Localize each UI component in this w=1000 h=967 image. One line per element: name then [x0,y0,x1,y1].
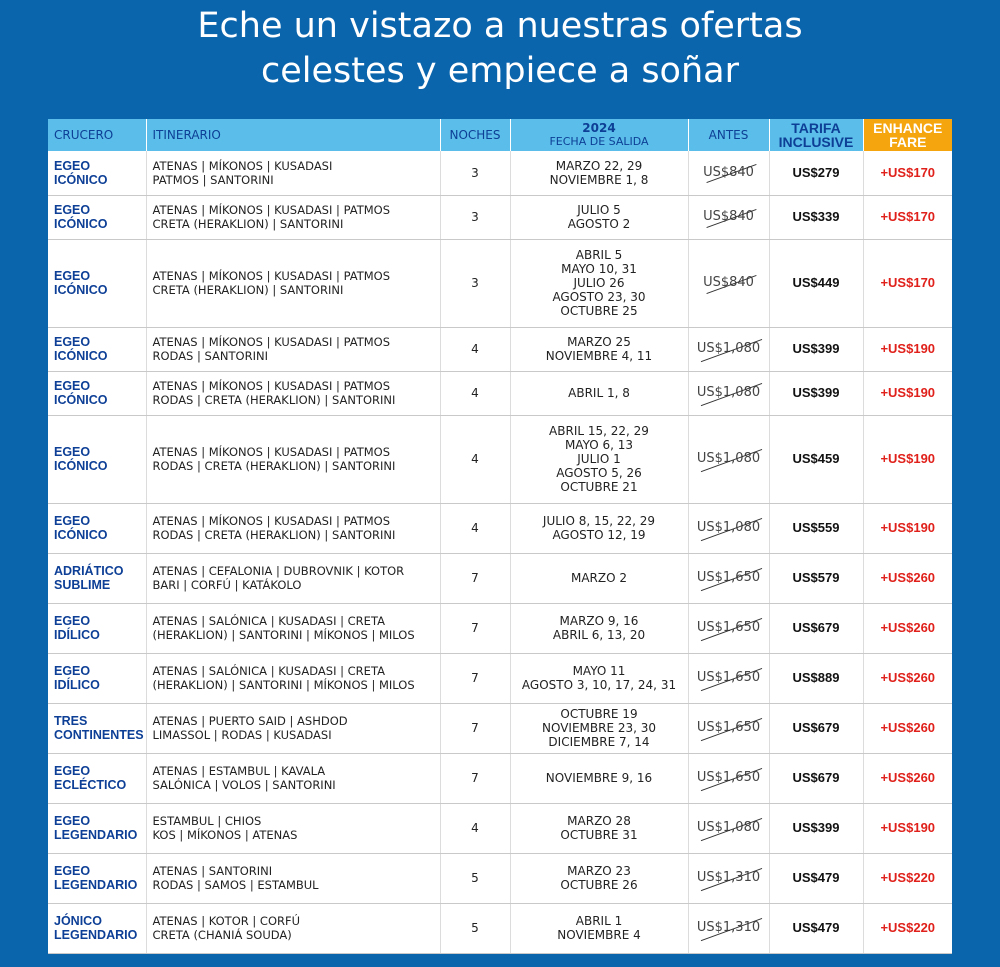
title-line-1: Eche un vistazo a nuestras ofertas [197,6,803,46]
cruise-name [48,853,146,903]
itinerary-line: ATENAS | PUERTO SAID | ASHDOD [152,714,348,728]
itinerary-line: RODAS | SANTORINI [152,349,268,363]
previous-price [688,239,769,327]
cruise-name [48,753,146,803]
departure-dates [510,195,688,239]
departure-date: ABRIL 1 [575,914,623,928]
header-fecha-label: FECHA DE SALIDA [549,135,649,148]
cruise-name-line: EGEO [54,379,91,393]
departure-date: JULIO 8, 15, 22, 29 [542,514,656,528]
cruise-name-line: SUBLIME [54,578,111,592]
departure-dates [510,903,688,953]
departure-date: MARZO 22, 29 [555,158,643,173]
itinerary-line: PATMOS | SANTORINI [152,172,274,187]
cruise-name-line: EGEO [54,614,91,628]
cruise-name [48,415,146,503]
departure-date: NOVIEMBRE 9, 16 [545,771,653,785]
departure-dates [510,603,688,653]
previous-price-value: US$840 [703,164,754,180]
itinerary-line: RODAS | SAMOS | ESTAMBUL [152,878,319,892]
previous-price [688,195,769,239]
departure-date: MARZO 9, 16 [559,614,639,628]
departure-date: OCTUBRE 26 [560,878,638,892]
inclusive-fare: US$399 [769,371,863,415]
inclusive-fare: US$399 [769,803,863,853]
itinerary-line: ATENAS | ESTAMBUL | KAVALA [152,764,326,778]
cruise-name-line: ICÓNICO [54,459,108,473]
departure-date: AGOSTO 5, 26 [556,466,642,480]
itinerary-line: ATENAS | MÍKONOS | KUSADASI [152,158,333,173]
previous-price-value: US$840 [703,209,754,224]
departure-dates [510,371,688,415]
cruise-name [48,327,146,371]
enhance-fare: +US$190 [863,371,952,415]
departure-date: NOVIEMBRE 23, 30 [541,721,657,735]
departure-dates [510,803,688,853]
enhance-fare: +US$260 [863,553,952,603]
table-row [48,503,952,553]
inclusive-fare: US$559 [769,503,863,553]
itinerary-line: ESTAMBUL | CHIOS [152,814,262,828]
itinerary [146,803,440,853]
departure-date: ABRIL 15, 22, 29 [549,424,649,438]
cruise-name-line: ICÓNICO [54,283,108,297]
enhance-fare: +US$260 [863,753,952,803]
header-year: 2024 [582,121,616,135]
inclusive-fare: US$279 [769,151,863,195]
previous-price-value: US$1,080 [696,451,761,466]
cruise-name-line: ICÓNICO [54,217,108,231]
header-enhance-line-1: ENHANCE [873,120,943,136]
itinerary [146,415,440,503]
itinerary [146,903,440,953]
inclusive-fare: US$449 [769,239,863,327]
nights: 7 [440,603,510,653]
departure-date: AGOSTO 3, 10, 17, 24, 31 [521,678,677,692]
departure-date: NOVIEMBRE 1, 8 [549,172,649,187]
cruise-name-line: EGEO [54,445,91,459]
departure-dates [510,753,688,803]
departure-date: MARZO 25 [567,335,631,349]
table-row [48,239,952,327]
itinerary [146,603,440,653]
departure-date: AGOSTO 12, 19 [552,528,646,542]
cruise-name [48,703,146,753]
departure-date: ABRIL 6, 13, 20 [552,628,646,642]
previous-price-value: US$1,650 [696,720,761,735]
cruise-name-line: TRES [54,714,88,728]
itinerary [146,703,440,753]
cruise-name-line: LEGENDARIO [54,878,138,892]
itinerary-line: ATENAS | KOTOR | CORFÚ [152,914,301,928]
itinerary-line: SALÓNICA | VOLOS | SANTORINI [152,778,336,792]
enhance-fare: +US$260 [863,603,952,653]
table-row [48,195,952,239]
previous-price [688,371,769,415]
previous-price-value: US$1,650 [696,670,761,685]
nights: 3 [440,239,510,327]
previous-price [688,503,769,553]
cruise-name [48,239,146,327]
itinerary-line: ATENAS | CEFALONIA | DUBROVNIK | KOTOR [152,564,405,578]
itinerary-line: ATENAS | SANTORINI [152,864,273,878]
previous-price-value: US$1,310 [696,920,761,935]
previous-price-value: US$1,650 [696,620,761,635]
departure-date: MARZO 2 [570,571,627,585]
previous-price-value: US$840 [703,275,754,290]
cruise-name-line: EGEO [54,864,91,878]
itinerary-line: ATENAS | MÍKONOS | KUSADASI | PATMOS [152,379,391,393]
inclusive-fare: US$479 [769,903,863,953]
nights: 4 [440,803,510,853]
nights: 4 [440,327,510,371]
itinerary [146,327,440,371]
cruise-name-line: EGEO [54,814,91,828]
previous-price-value: US$1,080 [696,385,761,400]
departure-date: AGOSTO 23, 30 [552,290,646,304]
nights: 4 [440,415,510,503]
departure-dates [510,503,688,553]
departure-date: MAYO 11 [572,664,626,678]
cruise-name-line: EGEO [54,203,91,217]
previous-price-value: US$1,650 [696,770,761,785]
cruise-name [48,653,146,703]
previous-price [688,415,769,503]
inclusive-fare: US$679 [769,703,863,753]
cruise-name-line: ECLÉCTICO [54,778,127,792]
cruise-name-line: EGEO [54,764,91,778]
previous-price [688,753,769,803]
previous-price-value: US$1,650 [696,570,761,585]
cruise-name [48,151,146,195]
itinerary [146,239,440,327]
itinerary-line: ATENAS | SALÓNICA | KUSADASI | CRETA [152,664,385,678]
enhance-fare: +US$190 [863,327,952,371]
enhance-fare: +US$190 [863,415,952,503]
itinerary-line: ATENAS | MÍKONOS | KUSADASI | PATMOS [152,514,391,528]
itinerary-line: ATENAS | MÍKONOS | KUSADASI | PATMOS [152,445,391,459]
departure-date: MARZO 28 [567,814,631,828]
departure-date: JULIO 26 [573,276,625,290]
nights: 3 [440,195,510,239]
cruise-name-line: EGEO [54,514,91,528]
table-row [48,327,952,371]
table-row [48,603,952,653]
departure-date: ABRIL 5 [575,248,623,262]
inclusive-fare: US$889 [769,653,863,703]
enhance-fare: +US$220 [863,903,952,953]
header-enhance [863,119,952,151]
inclusive-fare: US$579 [769,553,863,603]
itinerary-line: CRETA (CHANIÁ SOUDA) [152,928,292,942]
page-title [0,4,1000,94]
title-line-2: celestes y empiece a soñar [261,51,739,91]
cruise-name [48,803,146,853]
departure-date: OCTUBRE 31 [560,828,638,842]
nights: 4 [440,503,510,553]
header-enhance-line-2: FARE [889,134,927,150]
cruise-name-line: EGEO [54,158,91,173]
itinerary-line: ATENAS | MÍKONOS | KUSADASI | PATMOS [152,203,391,217]
itinerary-line: ATENAS | MÍKONOS | KUSADASI | PATMOS [152,335,391,349]
previous-price [688,803,769,853]
enhance-fare: +US$260 [863,703,952,753]
table-row [48,151,952,195]
table-row [48,803,952,853]
departure-date: MAYO 10, 31 [561,262,637,276]
itinerary-line: ATENAS | MÍKONOS | KUSADASI | PATMOS [152,269,391,283]
enhance-fare: +US$170 [863,151,952,195]
departure-date: ABRIL 1, 8 [568,386,630,400]
itinerary-line: BARI | CORFÚ | KATÁKOLO [152,578,302,592]
nights: 7 [440,653,510,703]
cruise-name-line: ICÓNICO [54,172,108,187]
inclusive-fare: US$459 [769,415,863,503]
previous-price [688,327,769,371]
departure-date: JULIO 5 [577,203,621,217]
departure-dates [510,703,688,753]
previous-price [688,853,769,903]
cruise-name [48,603,146,653]
departure-dates [510,415,688,503]
itinerary-line: (HERAKLION) | SANTORINI | MÍKONOS | MILOS [152,678,415,692]
itinerary [146,371,440,415]
cruise-name-line: EGEO [54,269,91,283]
cruise-name-line: IDÍLICO [54,678,100,692]
header-itinerario: ITINERARIO [146,119,440,151]
offers-table [48,119,952,954]
departure-date: NOVIEMBRE 4 [557,928,641,942]
header-noches: NOCHES [440,119,510,151]
itinerary [146,753,440,803]
nights: 7 [440,553,510,603]
departure-date: AGOSTO 2 [567,217,631,231]
previous-price-value: US$1,080 [696,341,761,356]
previous-price [688,553,769,603]
departure-date: MAYO 6, 13 [564,438,634,452]
header-crucero: CRUCERO [48,119,146,151]
table-row [48,703,952,753]
cruise-name [48,503,146,553]
itinerary-line: RODAS | CRETA (HERAKLION) | SANTORINI [152,459,396,473]
departure-date: JULIO 1 [577,452,621,466]
itinerary-line: LIMASSOL | RODAS | KUSADASI [152,728,332,742]
itinerary-line: ATENAS | SALÓNICA | KUSADASI | CRETA [152,614,385,628]
cruise-name-line: ICÓNICO [54,528,108,542]
previous-price-value: US$1,310 [696,870,761,885]
cruise-name-line: ICÓNICO [54,349,108,363]
enhance-fare: +US$220 [863,853,952,903]
previous-price [688,703,769,753]
enhance-fare: +US$170 [863,195,952,239]
departure-date: DICIEMBRE 7, 14 [548,735,650,749]
departure-date: OCTUBRE 19 [560,707,638,721]
table-row [48,753,952,803]
itinerary [146,553,440,603]
table-header-row [48,119,952,151]
enhance-fare: +US$190 [863,503,952,553]
departure-date: OCTUBRE 21 [560,480,638,494]
cruise-name-line: LEGENDARIO [54,828,138,842]
itinerary [146,195,440,239]
cruise-name-line: EGEO [54,664,91,678]
itinerary [146,653,440,703]
departure-dates [510,653,688,703]
departure-date: OCTUBRE 25 [560,304,638,318]
nights: 7 [440,753,510,803]
nights: 4 [440,371,510,415]
header-fecha [510,119,688,151]
itinerary [146,151,440,195]
departure-dates [510,853,688,903]
departure-dates [510,239,688,327]
table-row [48,653,952,703]
cruise-name-line: IDÍLICO [54,628,100,642]
header-tarifa-line-2: INCLUSIVE [778,134,854,150]
cruise-name-line: JÓNICO [54,914,102,928]
previous-price [688,151,769,195]
itinerary-line: (HERAKLION) | SANTORINI | MÍKONOS | MILOS [152,628,415,642]
inclusive-fare: US$479 [769,853,863,903]
table-row [48,903,952,953]
inclusive-fare: US$339 [769,195,863,239]
nights: 5 [440,903,510,953]
nights: 5 [440,853,510,903]
inclusive-fare: US$679 [769,603,863,653]
cruise-name-line: CONTINENTES [54,728,144,742]
cruise-name-line: LEGENDARIO [54,928,138,942]
inclusive-fare: US$679 [769,753,863,803]
cruise-name-line: ADRIÁTICO [54,564,124,578]
cruise-name [48,903,146,953]
enhance-fare: +US$260 [863,653,952,703]
cruise-name-line: ICÓNICO [54,393,108,407]
inclusive-fare: US$399 [769,327,863,371]
previous-price [688,653,769,703]
header-tarifa-line-1: TARIFA [791,120,841,136]
cruise-name [48,371,146,415]
enhance-fare: +US$190 [863,803,952,853]
departure-date: NOVIEMBRE 4, 11 [545,349,653,363]
itinerary [146,853,440,903]
previous-price-value: US$1,080 [696,820,761,835]
itinerary-line: KOS | MÍKONOS | ATENAS [152,828,298,842]
departure-dates [510,327,688,371]
header-tarifa [769,119,863,151]
itinerary [146,503,440,553]
previous-price [688,603,769,653]
cruise-name-line: EGEO [54,335,91,349]
departure-dates [510,553,688,603]
itinerary-line: RODAS | CRETA (HERAKLION) | SANTORINI [152,528,396,542]
enhance-fare: +US$170 [863,239,952,327]
nights: 7 [440,703,510,753]
itinerary-line: RODAS | CRETA (HERAKLION) | SANTORINI [152,393,396,407]
departure-date: MARZO 23 [567,864,631,878]
table-row [48,853,952,903]
previous-price [688,903,769,953]
departure-dates [510,151,688,195]
table-row [48,553,952,603]
cruise-name [48,553,146,603]
itinerary-line: CRETA (HERAKLION) | SANTORINI [152,217,344,231]
previous-price-value: US$1,080 [696,520,761,535]
table-row [48,415,952,503]
table-row [48,371,952,415]
header-antes: ANTES [688,119,769,151]
cruise-name [48,195,146,239]
itinerary-line: CRETA (HERAKLION) | SANTORINI [152,283,344,297]
nights: 3 [440,151,510,195]
